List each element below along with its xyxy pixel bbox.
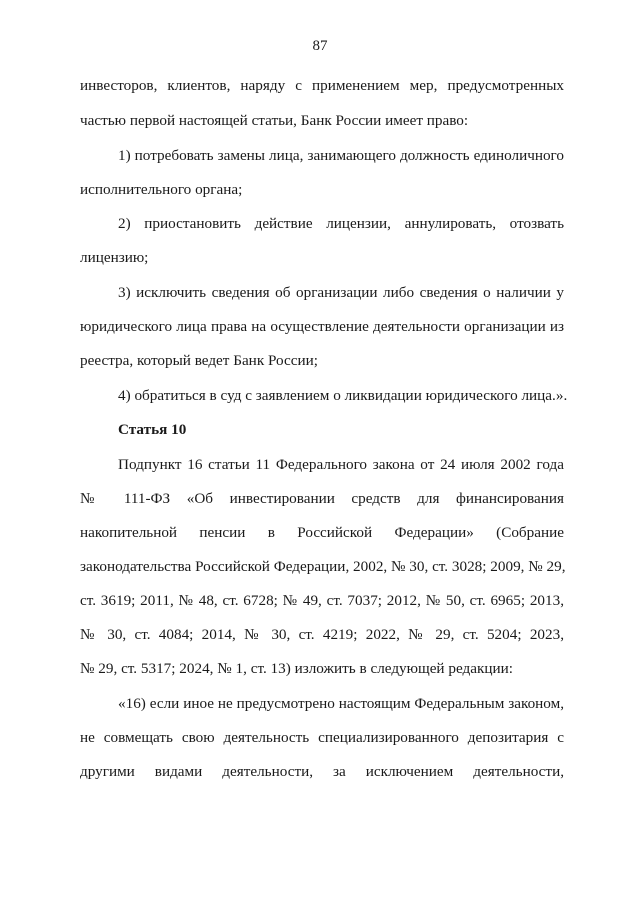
text-line: № 30, ст. 4084; 2014, № 30, ст. 4219; 2022, № 29, ст. 5204; 2023,: [80, 626, 564, 643]
text-line: 3) исключить сведения об организации либо сведения о наличии у: [118, 284, 564, 301]
text-line: частью первой настоящей статьи, Банк России имеет право:: [80, 112, 469, 129]
text-line: реестра, который ведет Банк России;: [80, 352, 318, 369]
text-line: инвесторов, клиентов, наряду с применением мер, предусмотренных: [80, 77, 564, 94]
text-line: другими видами деятельности, за исключением деятельности,: [80, 763, 564, 780]
text-line: законодательства Российской Федерации, 2002, № 30, ст. 3028; 2009, № 29,: [80, 558, 566, 575]
text-line: 4) обратиться в суд с заявлением о ликвидации юридического лица.».: [118, 387, 568, 404]
text-line: № 29, ст. 5317; 2024, № 1, ст. 13) изложить в следующей редакции:: [80, 660, 513, 677]
text-line: № 111-ФЗ «Об инвестировании средств для финансирования: [80, 490, 564, 507]
text-line: 1) потребовать замены лица, занимающего должность единоличного: [118, 147, 564, 164]
text-line: лицензию;: [80, 249, 149, 266]
text-line: юридического лица права на осуществление деятельности организации из: [80, 318, 564, 335]
text-line: 2) приостановить действие лицензии, аннулировать, отозвать: [118, 215, 564, 232]
page-number: 87: [312, 38, 328, 54]
text-line: Подпункт 16 статьи 11 Федерального закона от 24 июля 2002 года: [118, 456, 564, 473]
text-line: накопительной пенсии в Российской Федерации» (Собрание: [80, 524, 564, 541]
text-line: ст. 3619; 2011, № 48, ст. 6728; № 49, ст. 7037; 2012, № 50, ст. 6965; 2013,: [80, 592, 564, 609]
article-heading: Статья 10: [118, 421, 187, 438]
text-line: «16) если иное не предусмотрено настоящим Федеральным законом,: [118, 695, 564, 712]
text-line: исполнительного органа;: [80, 181, 243, 198]
text-line: не совмещать свою деятельность специализированного депозитария с: [80, 729, 564, 746]
